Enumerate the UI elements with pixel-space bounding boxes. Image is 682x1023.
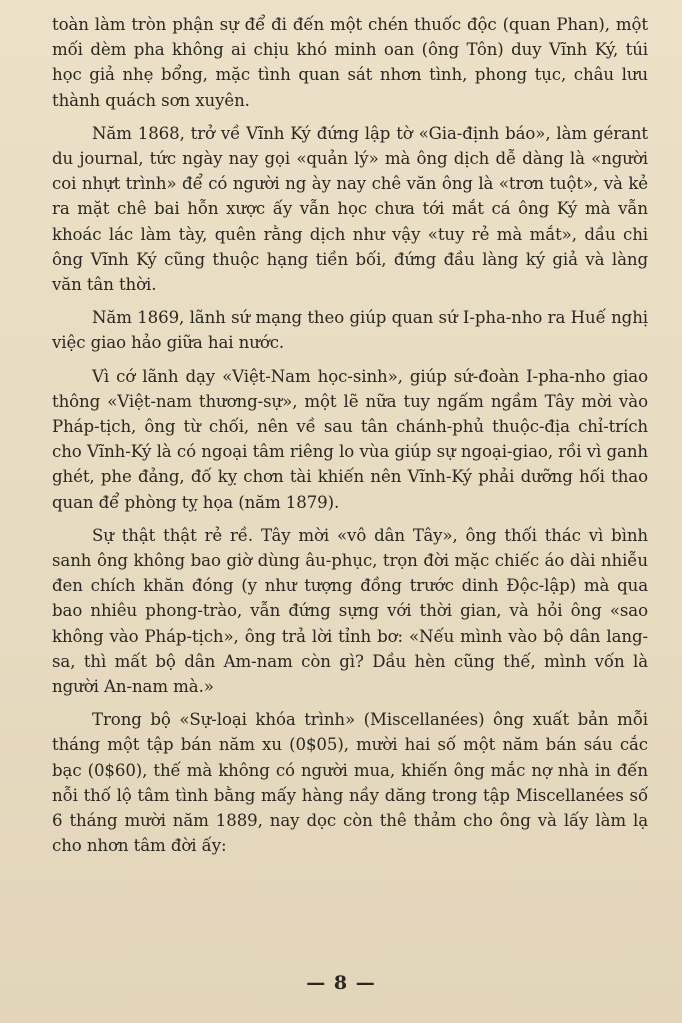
paragraph-5: Sự thật thật rẻ rề. Tây mời «vô dân Tây», ông thối thác vì bình sanh ông không bao giờ dùng âu-phục, trọn đời mặc chiếc áo dài nhiễu đen chích khăn đóng (y như tượng đồng trước dinh Độc-lập) mà qua bao nhiêu phong-trào, vẫn đứng sựng với thời gian, và hỏi ông «sao không vào Pháp-tịch», ông trả lời tỉnh bơ: «Nếu mình vào bộ dân lang-sa, thì mất bộ dân Am-nam còn gì? Dầu hèn cũng thế, mình vốn là người An-nam mà.» (52, 525, 648, 697)
paragraph-3: Năm 1869, lãnh sứ mạng theo giúp quan sứ I-pha-nho ra Huế nghị việc giao hảo giữa hai nước. (52, 308, 648, 353)
paragraph-2: Năm 1868, trở về Vĩnh Ký đứng lập tờ «Gia-định báo», làm gérant du journal, tức ngày nay gọi «quản lý» mà ông dịch dễ dàng là «người coi nhựt trình» để có người ng ày nay chê văn ông là «trơn tuột», và kẻ ra mặt chê bai hỗn xược ấy vẫn học chưa tới mắt cá ông Ký mà vẫn khoác lác làm tày, quên rằng dịch như vậy «tuy rẻ mà mắt», dầu chi ông Vĩnh Ký cũng thuộc hạng tiền bối, đứng đầu làng ký giả và làng văn tân thời. (52, 123, 648, 295)
paragraph-4: Vì cớ lãnh dạy «Việt-Nam học-sinh», giúp sứ-đoàn I-pha-nho giao thông «Việt-nam thương-sự», một lẽ nữa tuy ngấm ngầm Tây mời vào Pháp-tịch, ông từ chối, nên về sau tân chánh-phủ thuộc-địa chỉ-trích cho Vĩnh-Ký là có ngoại tâm riêng lo vùa giúp sự ngoại-giao, rồi vì ganh ghét, phe đảng, đố kỵ chơn tài khiến nên Vĩnh-Ký phải dưỡng hối thao quan để phòng tỵ họa (năm 1879). (52, 366, 648, 512)
paragraph-1: toàn làm tròn phận sự để đi đến một chén thuốc độc (quan Phan), một mối dèm pha không ai chịu khó minh oan (ông Tôn) duy Vĩnh Ký, túi học giả nhẹ bổng, mặc tình quan sát nhơn tình, phong tục, châu lưu thành quách sơn xuyên. (52, 15, 648, 110)
page-number: — 8 — (306, 972, 376, 994)
paragraph-6: Trong bộ «Sự-loại khóa trình» (Miscellanées) ông xuất bản mỗi tháng một tập bán năm xu (0$05), mười hai số một năm bán sáu cắc bạc (0$60), thế mà không có người mua, khiến ông mắc nợ nhà in đến nỗi thố lộ tâm tình bằng mấy hàng nầy dăng trong tập Miscellanées số 6 tháng mười năm 1889, nay dọc còn thê thảm cho ông và lấy làm lạ cho nhơn tâm đời ấy: (52, 710, 648, 856)
